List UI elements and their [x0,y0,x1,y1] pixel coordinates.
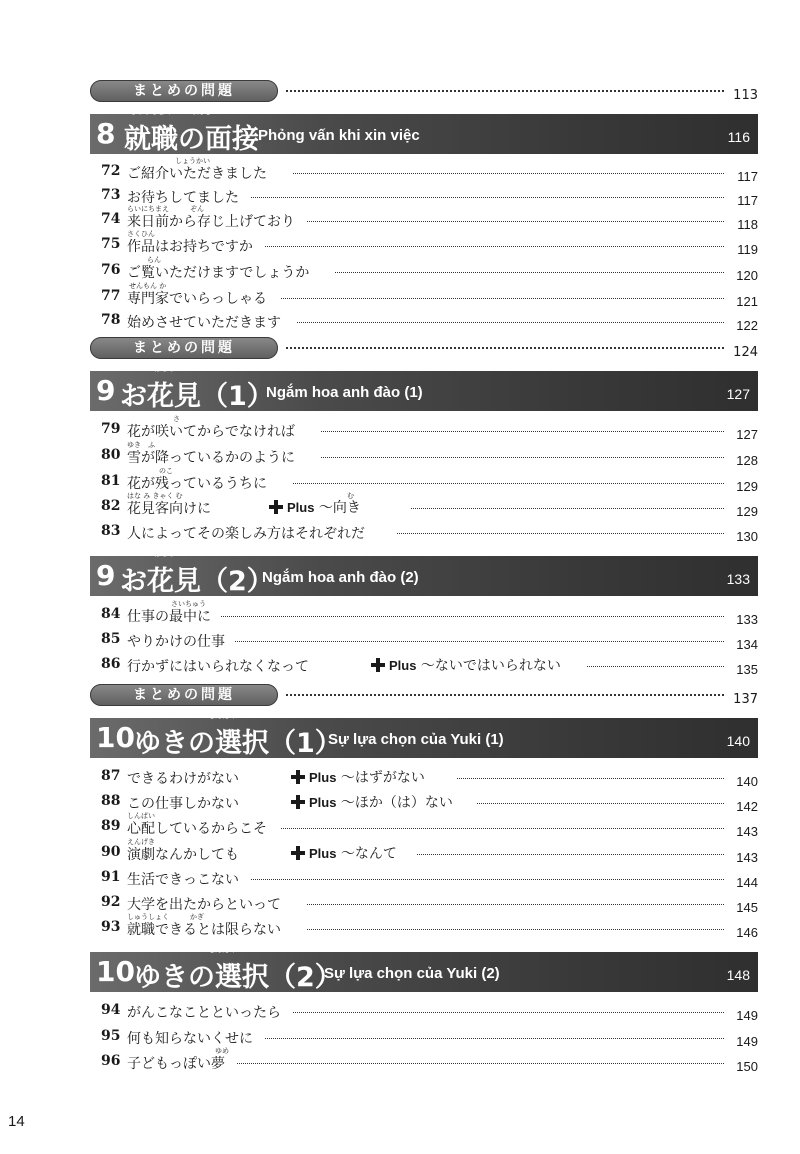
lesson-page: 127 [736,427,758,442]
chapter-number: 10 [96,721,135,754]
leader-dots [286,694,724,696]
lesson-row[interactable] [101,893,758,913]
lesson-title: 生活できっこない [127,872,239,888]
leader-dots [477,803,724,804]
lesson-ruby: せんもん か [129,282,167,290]
lesson-title: がんこなことといったら [127,1005,281,1021]
lesson-title: この仕事しかない [127,796,239,812]
lesson-row[interactable] [101,767,758,787]
lesson-ruby: さ [173,415,180,423]
lesson-number: 94 [101,1002,121,1018]
review-label: まとめの問題 [90,684,278,706]
chapter-title: ゆきの選択（1） [134,728,342,759]
lesson-page: 149 [736,1008,758,1023]
lesson-ruby: しょうかい [175,157,210,165]
lesson-ruby: さいちゅう [171,600,206,608]
plus-note [371,655,561,675]
lesson-page: 135 [736,662,758,677]
lesson-row[interactable] [101,630,758,650]
plus-icon [291,846,305,860]
plus-label: Plus [309,795,337,810]
lesson-page: 117 [737,193,758,208]
chapter-page: 133 [726,571,750,587]
chapter-ruby: はなみ [154,365,175,373]
lesson-number: 88 [101,793,121,809]
chapter-title: 就職の面接 [124,124,259,155]
lesson-row[interactable] [101,812,758,839]
lesson-ruby: のこ [159,467,173,475]
lesson-number: 76 [101,262,121,278]
plus-ruby: む [347,492,354,500]
lesson-ruby: さくひん [127,230,155,238]
chapter-subtitle: Phỏng vấn khi xin việc [258,127,420,144]
review-label: まとめの問題 [90,80,278,102]
lesson-title: 心配しているからこそ [127,821,267,837]
lesson-number: 75 [101,236,121,252]
chapter-page: 140 [726,733,750,749]
lesson-title: 花見客向けに [127,501,211,517]
lesson-number: 84 [101,606,121,622]
lesson-title: 専門家でいらっしゃる [127,291,267,307]
lesson-title: 雪が降っているかのように [127,450,295,466]
lesson-row[interactable] [101,467,758,494]
leader-dots [587,666,724,667]
lesson-number: 74 [101,211,121,227]
lesson-row[interactable] [101,792,758,812]
leader-dots [235,641,724,642]
review-page: 137 [733,692,758,707]
leader-dots [321,431,724,432]
leader-dots [457,778,724,779]
lesson-title: お待ちしてました [127,190,239,206]
lesson-title: 来日前から存じ上げており [127,214,295,230]
lesson-row[interactable] [101,256,758,283]
lesson-title: 行かずにはいられなくなって [127,659,309,675]
chapter-ruby: せんたく [208,712,236,720]
lesson-title: ご紹介いただきました [127,166,267,182]
chapter-number: 9 [96,374,116,407]
chapter-title: お花見（1） [120,381,274,412]
leader-dots [221,616,724,617]
lesson-row[interactable] [101,186,758,206]
leader-dots [251,879,724,880]
leader-dots [281,298,724,299]
leader-dots [293,483,724,484]
lesson-row[interactable] [101,415,758,442]
plus-note [291,767,425,787]
lesson-row[interactable] [101,838,758,865]
lesson-page: 149 [736,1034,758,1049]
lesson-row[interactable] [101,1047,758,1074]
lesson-page: 143 [736,850,758,865]
lesson-number: 87 [101,768,121,784]
plus-label: Plus [389,658,417,673]
review-label: まとめの問題 [90,337,278,359]
lesson-number: 90 [101,844,121,860]
leader-dots [293,173,724,174]
leader-dots [286,90,724,92]
lesson-page: 130 [736,529,758,544]
lesson-row[interactable] [101,205,758,232]
plus-icon [291,795,305,809]
plus-text: ～ないではいられない [420,658,561,674]
lesson-row[interactable] [101,1027,758,1047]
lesson-page: 133 [736,612,758,627]
chapter-title: お花見（2） [120,566,274,597]
lesson-title: できるわけがない [127,771,239,787]
lesson-page: 140 [736,774,758,789]
lesson-page: 129 [736,479,758,494]
plus-text: ～はずがない [340,770,425,786]
plus-text: ～ほか（は）ない [340,795,453,811]
plus-icon [269,500,283,514]
chapter-subtitle: Ngắm hoa anh đào (1) [266,384,423,401]
chapter-header[interactable] [90,365,758,412]
lesson-title: 人によってその楽しみ方はそれぞれだ [127,526,365,542]
leader-dots [265,246,724,247]
chapter-header[interactable] [90,712,758,759]
lesson-title: やりかけの仕事 [127,634,225,650]
leader-dots [335,272,724,273]
lesson-ruby: はな み きゃく む [127,492,183,500]
plus-text: ～なんて [340,846,397,862]
lesson-number: 81 [101,473,121,489]
lesson-ruby: ゆき ふ [127,441,155,449]
lesson-title: 大学を出たからといって [127,897,281,913]
lesson-ruby: しゅうしょく かぎ [127,913,204,921]
review-row[interactable] [90,684,758,706]
plus-label: Plus [309,770,337,785]
lesson-title: 仕事の最中に [127,609,211,625]
lesson-row[interactable] [101,441,758,468]
lesson-number: 83 [101,523,121,539]
chapter-number: 10 [96,955,135,988]
lesson-row[interactable] [101,522,758,542]
lesson-page: 145 [736,900,758,915]
chapter-ruby: はなみ [154,550,175,558]
lesson-row[interactable] [101,1001,758,1021]
lesson-number: 86 [101,656,121,672]
leader-dots [281,828,724,829]
lesson-number: 79 [101,421,121,437]
chapter-subtitle: Ngắm hoa anh đào (2) [262,569,419,586]
lesson-row[interactable] [101,282,758,309]
chapter-title: ゆきの選択（2） [134,962,342,993]
lesson-page: 121 [736,294,758,309]
leader-dots [417,854,724,855]
lesson-page: 144 [736,875,758,890]
chapter-page: 127 [726,386,750,402]
lesson-number: 73 [101,187,121,203]
lesson-page: 122 [736,318,758,333]
leader-dots [321,457,724,458]
lesson-page: 150 [736,1059,758,1074]
lesson-title: 花が咲いてからでなければ [127,424,295,440]
leader-dots [307,929,724,930]
leader-dots [251,197,724,198]
review-row[interactable] [90,337,758,359]
lesson-number: 93 [101,919,121,935]
lesson-title: 子どもっぽい夢 [127,1056,225,1072]
lesson-page: 129 [736,504,758,519]
chapter-page: 148 [726,967,750,983]
chapter-ruby: せんたく [208,946,236,954]
lesson-page: 142 [736,799,758,814]
lesson-number: 89 [101,818,121,834]
chapter-ruby: しゅうしょく [130,108,172,116]
lesson-row[interactable] [101,600,758,627]
leader-dots [293,1012,724,1013]
lesson-page: 143 [736,824,758,839]
leader-dots [397,533,724,534]
page-number: 14 [8,1113,25,1130]
lesson-ruby: ゆめ [215,1047,229,1055]
leader-dots [411,508,724,509]
chapter-header[interactable] [90,946,758,993]
plus-label: Plus [287,500,315,515]
lesson-page: 117 [737,169,758,184]
chapter-number: 8 [96,117,116,150]
lesson-ruby: しんぱい [127,812,155,820]
lesson-number: 96 [101,1053,121,1069]
lesson-row[interactable] [101,868,758,888]
lesson-row[interactable] [101,157,758,184]
lesson-page: 118 [737,217,758,232]
lesson-title: ご覧いただけますでしょうか [127,265,310,281]
lesson-title: 何も知らないくせに [127,1031,253,1047]
lesson-ruby: らいにちまえ ぞん [127,205,204,213]
leader-dots [237,1063,724,1064]
lesson-page: 120 [736,268,758,283]
plus-note [291,843,397,863]
leader-dots [265,1038,724,1039]
lesson-row[interactable] [101,230,758,257]
lesson-title: 演劇なんかしても [127,847,239,863]
plus-label: Plus [309,846,337,861]
lesson-page: 119 [737,242,758,257]
lesson-ruby: えんげき [127,838,155,846]
lesson-number: 92 [101,894,121,910]
leader-dots [307,221,724,222]
lesson-number: 82 [101,498,121,514]
lesson-title: 作品はお持ちですか [127,239,253,255]
chapter-ruby: めんせつ [190,108,218,116]
review-page: 113 [733,88,758,103]
lesson-row[interactable] [101,913,758,940]
chapter-header[interactable] [90,108,758,155]
plus-icon [371,658,385,672]
chapter-header[interactable] [90,550,758,597]
lesson-row[interactable] [101,655,758,675]
lesson-number: 95 [101,1028,121,1044]
lesson-title: 花が残っているうちに [127,476,267,492]
lesson-title: 就職できるとは限らない [127,922,281,938]
lesson-number: 72 [101,163,121,179]
lesson-title: 始めさせていただきます [127,315,281,331]
lesson-number: 85 [101,631,121,647]
lesson-number: 77 [101,288,121,304]
plus-text: ～向き [318,500,361,516]
lesson-ruby: らん [147,256,161,264]
plus-icon [291,770,305,784]
lesson-row[interactable] [101,492,758,519]
chapter-subtitle: Sự lựa chọn của Yuki (1) [328,731,504,748]
leader-dots [307,904,724,905]
chapter-number: 9 [96,559,116,592]
plus-note [291,792,453,812]
lesson-number: 78 [101,312,121,328]
review-row[interactable] [90,80,758,102]
chapter-subtitle: Sự lựa chọn của Yuki (2) [324,965,500,982]
leader-dots [297,322,724,323]
lesson-row[interactable] [101,311,758,331]
lesson-number: 91 [101,869,121,885]
lesson-page: 146 [736,925,758,940]
review-page: 124 [733,345,758,360]
lesson-number: 80 [101,447,121,463]
leader-dots [286,347,724,349]
lesson-page: 128 [736,453,758,468]
lesson-page: 134 [736,637,758,652]
chapter-page: 116 [727,129,750,145]
